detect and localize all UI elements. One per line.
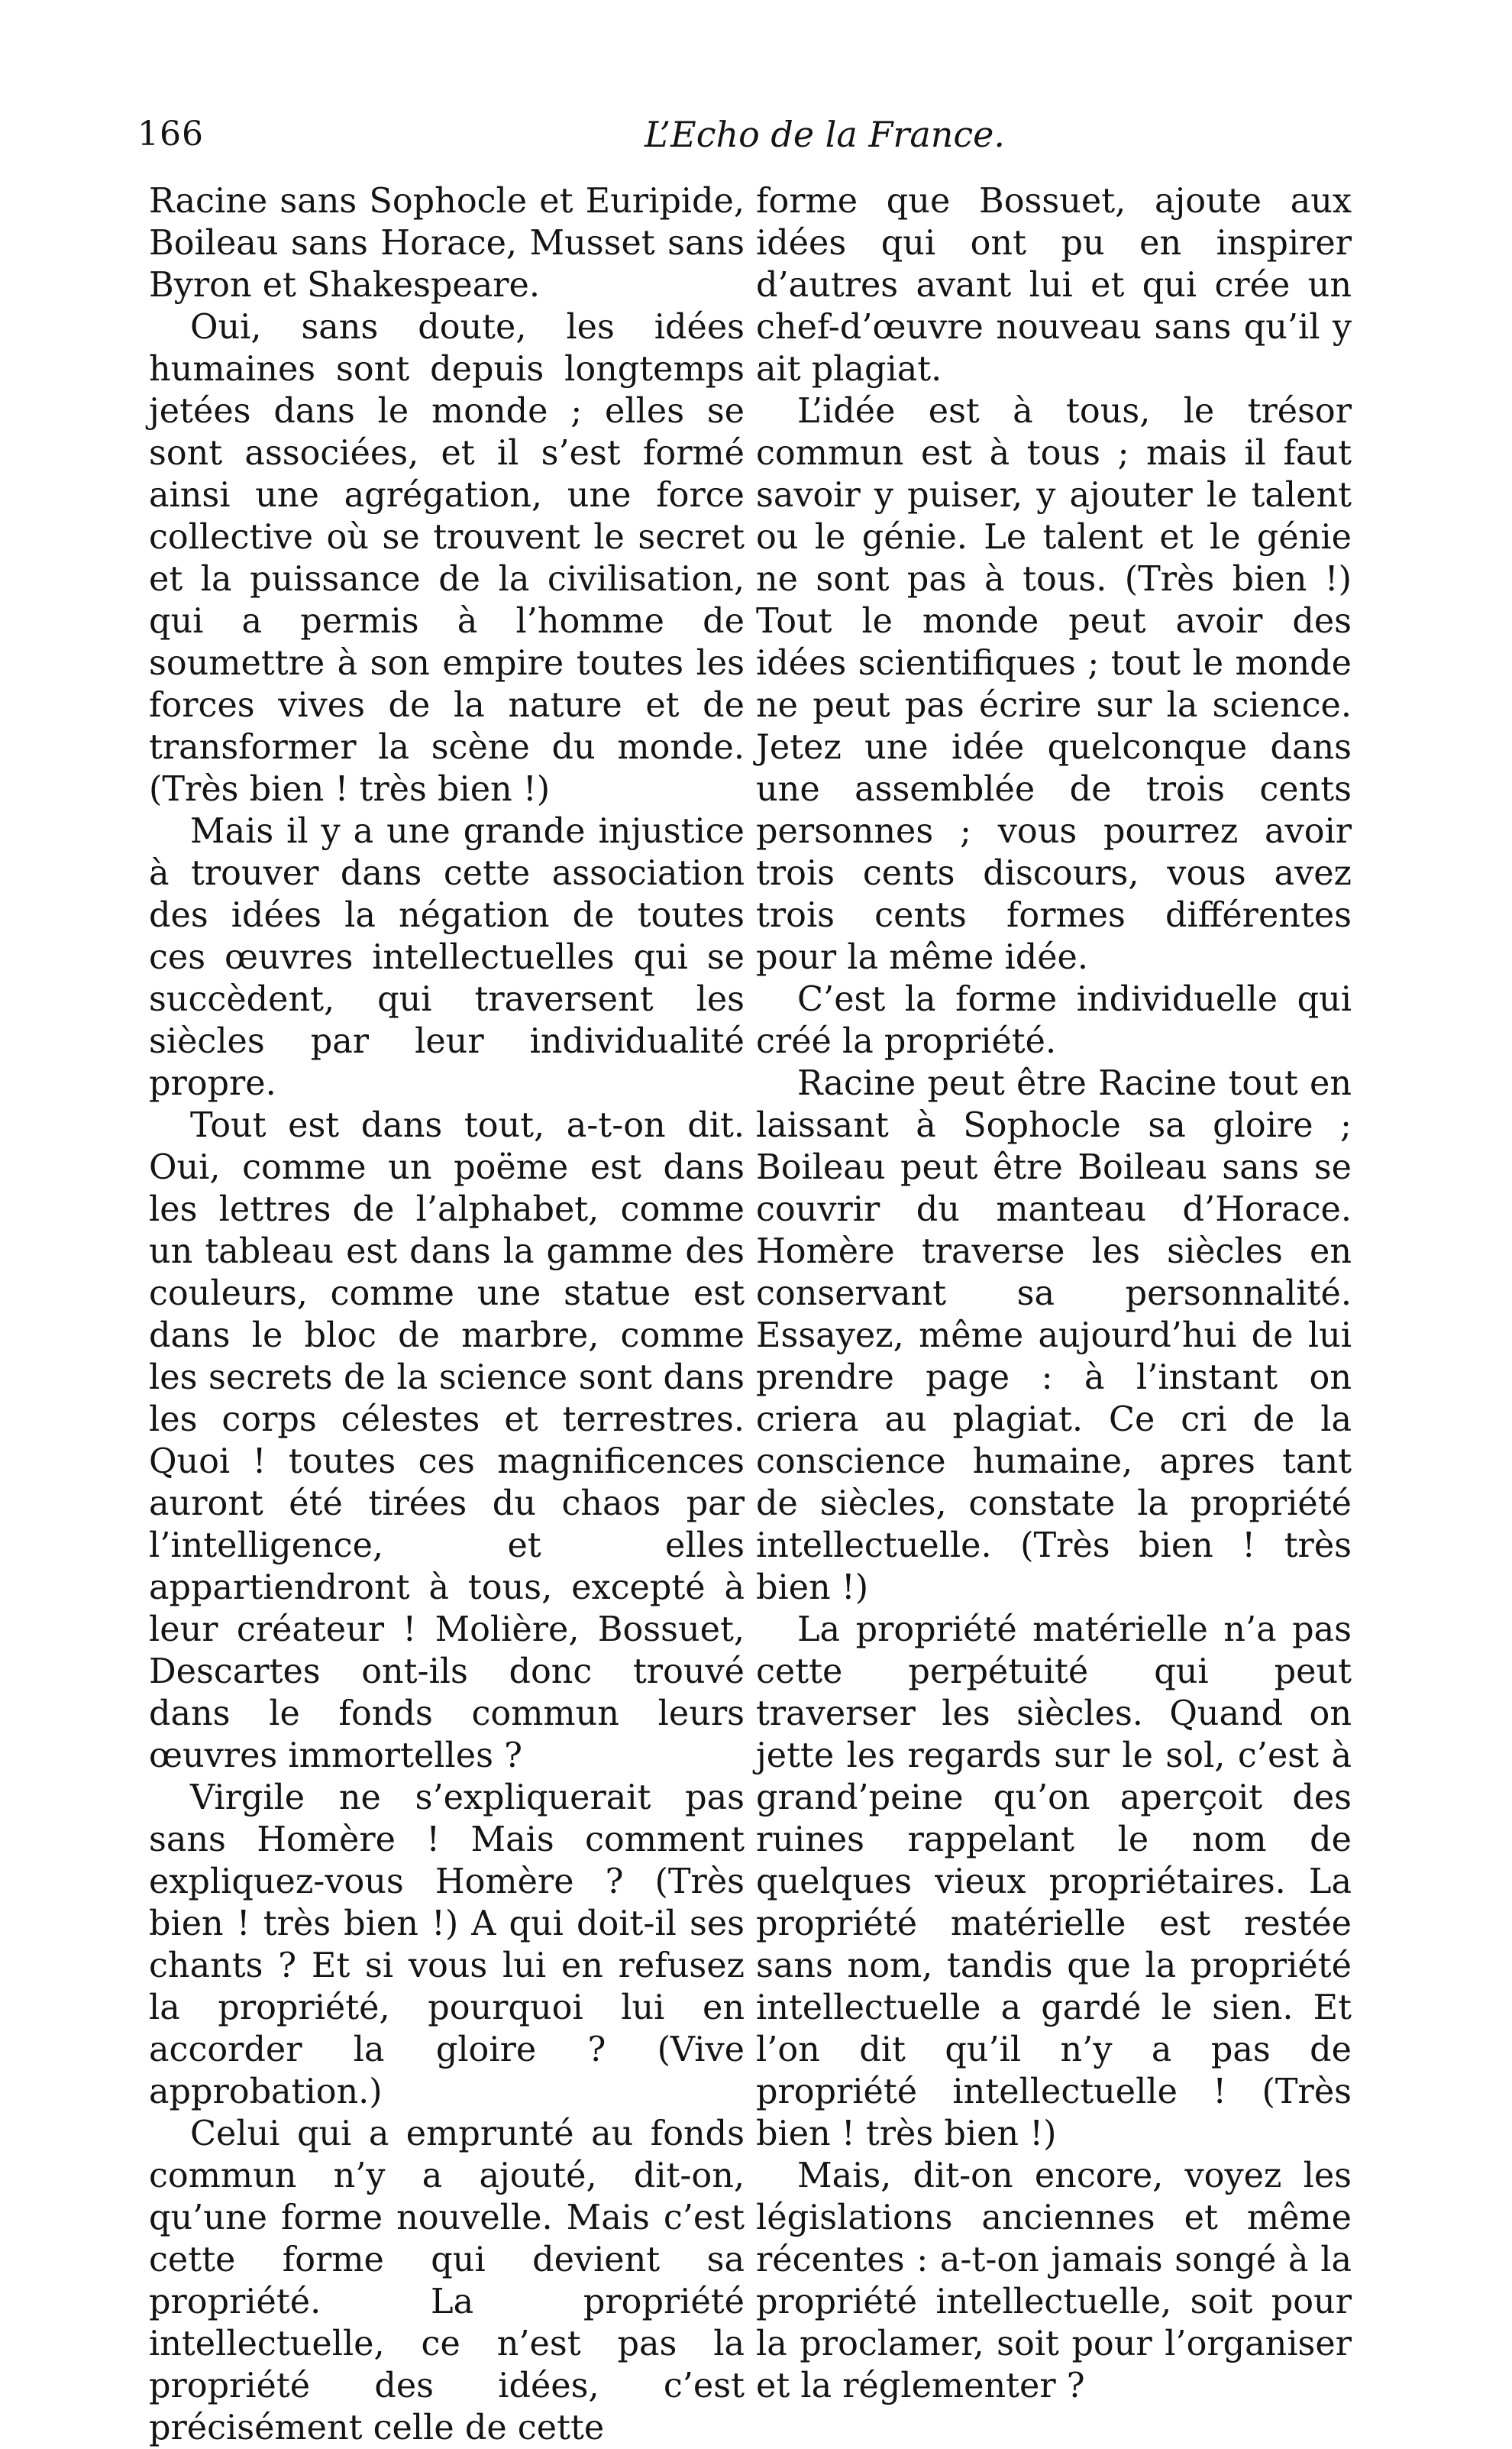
paragraph: Racine peut être Racine tout en laissant à Sophocle sa gloire ; Boileau peut être Boileau sans se couvrir du manteau d’Horace. Homère traverse les siècles en conservant sa personnalité. Essayez, même aujourd’hui de lui prendre page : à l’instant on criera au plagiat. Ce cri de la conscience humaine, apres tant de siècles, constate la propriété intellectuelle. (Très bien ! très bien !) (756, 1064, 1352, 1607)
paragraph: L’idée est à tous, le trésor commun est à tous ; mais il faut savoir y puiser, y ajouter le talent ou le génie. Le talent et le génie ne sont pas à tous. (Très bien !) Tout le monde peut avoir des idées scientifiques ; tout le monde ne peut pas écrire sur la science. Jetez une idée quelconque dans une assemblée de trois cents personnes ; vous pourrez avoir trois cents discours, vous avez trois cents formes différentes pour la même idée. (756, 392, 1352, 977)
paragraph: Mais il y a une grande injustice à trouver dans cette association des idées la négation de toutes ces œuvres intellectuelles qui se succèdent, qui traversent les siècles par leur individualité propre. (149, 812, 745, 1103)
paragraph: Tout est dans tout, a-t-on dit. Oui, comme un poëme est dans les lettres de l’alphabet, comme un tableau est dans la gamme des couleurs, comme une statue est dans le bloc de marbre, comme les secrets de la science sont dans les corps célestes et terrestres. Quoi ! toutes ces magnificences auront été tirées du chaos par l’intelligence, et elles appartiendront à tous, excepté à leur créateur ! Molière, Bossuet, Descartes ont-ils donc trouvé dans le fonds commun leurs œuvres immortelles ? (149, 1106, 745, 1775)
paragraph-continued: forme que Bossuet, ajoute aux idées qui ont pu en inspirer d’autres avant lui et qui crée un chef-d’œuvre nouveau sans qu’il y ait plagiat. (756, 182, 1352, 389)
paragraph: La propriété matérielle n’a pas cette perpétuité qui peut traverser les siècles. Quand on jette les regards sur le sol, c’est à grand’peine qu’on aperçoit des ruines rappelant le nom de quelques vieux propriétaires. La propriété matérielle est restée sans nom, tandis que la propriété intellectuelle a gardé le sien. Et l’on dit qu’il n’y a pas de propriété intellectuelle ! (Très bien ! très bien !) (756, 1610, 1352, 2153)
paragraph: C’est la forme individuelle qui créé la propriété. (756, 980, 1352, 1061)
paragraph: Mais, dit-on encore, voyez les législations anciennes et même récentes : a-t-on jamais songé à la propriété intellectuelle, soit pour la proclamer, soit pour l’organiser et la réglementer ? (756, 2156, 1352, 2405)
left-column (149, 180, 745, 2449)
paragraph-continued: Racine sans Sophocle et Euripide, Boileau sans Horace, Musset sans Byron et Shakespeare. (149, 182, 745, 305)
paragraph: Celui qui a emprunté au fonds commun n’y a ajouté, dit-on, qu’une forme nouvelle. Mais c’est cette forme qui devient sa propriété. La propriété intellectuelle, ce n’est pas la propriété des idées, c’est précisément celle de cette (149, 2114, 745, 2447)
paragraph: Virgile ne s’expliquerait pas sans Homère ! Mais comment expliquez-vous Homère ? (Très bien ! très bien !) A qui doit-il ses chants ? Et si vous lui en refusez la propriété, pourquoi lui en accorder la gloire ? (Vive approbation.) (149, 1778, 745, 2111)
running-head (137, 112, 1375, 165)
right-column (756, 180, 1352, 2407)
paragraph: Oui, sans doute, les idées humaines sont depuis longtemps jetées dans le monde ; elles se sont associées, et il s’est formé ainsi une agrégation, une force collective où se trouvent le secret et la puissance de la civilisation, qui a permis à l’homme de soumettre à son empire toutes les forces vives de la nature et de transformer la scène du monde. (Très bien ! très bien !) (149, 308, 745, 809)
page-number: 166 (137, 115, 204, 154)
running-title: L’Echo de la France. (644, 114, 1006, 155)
